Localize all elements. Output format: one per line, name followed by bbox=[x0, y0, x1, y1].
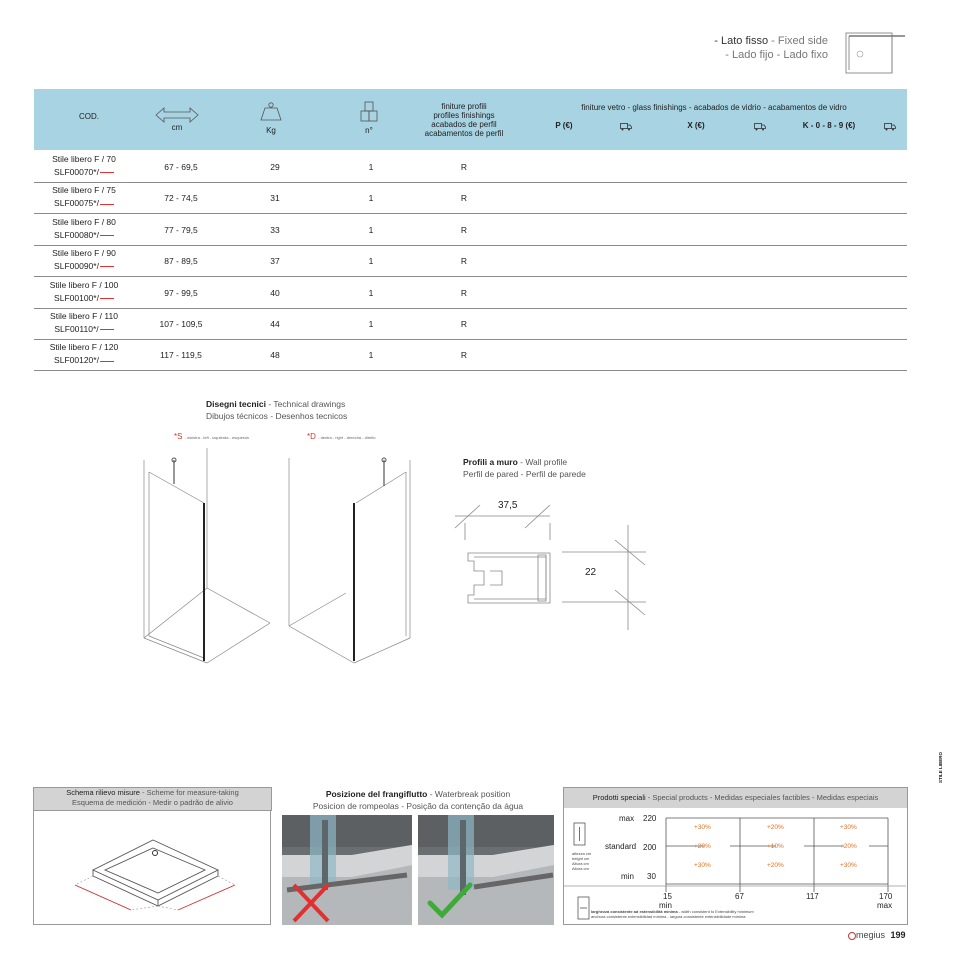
finish-code-placeholder bbox=[100, 172, 114, 173]
col-p: P (€) bbox=[555, 121, 573, 130]
cm-cell: 87 - 89,5 bbox=[164, 256, 198, 267]
profile-width: 37,5 bbox=[498, 500, 518, 511]
product-name: Stile libero F / 120 bbox=[49, 342, 119, 353]
width-label-rest: - width consistent to Extensibility minimum bbox=[677, 909, 754, 914]
grid-value: +30% bbox=[840, 862, 857, 869]
drawings-subtitle: Dibujos técnicos - Desenhos tecnicos bbox=[206, 411, 348, 421]
product-code: SLF00090*/ bbox=[54, 261, 99, 272]
measure-scheme-drawing bbox=[33, 810, 271, 925]
profile-cell: R bbox=[460, 193, 468, 204]
grid-value: +30% bbox=[694, 824, 711, 831]
scheme-title-rest: - Scheme for measure-taking bbox=[139, 788, 239, 797]
col-profiles bbox=[419, 102, 509, 138]
s-mark: *S bbox=[174, 432, 183, 441]
truck-icon bbox=[754, 123, 766, 131]
page-number: 199 bbox=[890, 930, 906, 940]
fixed-side-icon bbox=[845, 32, 907, 74]
col-glass: finiture vetro - glass finishings - acabados de vidrio - acabamentos de vidro bbox=[581, 103, 847, 112]
page-header-title bbox=[714, 34, 828, 62]
profile-cell: R bbox=[460, 350, 468, 361]
y-max-label: max bbox=[619, 814, 635, 823]
grid-value: +20% bbox=[767, 862, 784, 869]
product-name-cell bbox=[34, 310, 134, 336]
kg-cell: 48 bbox=[270, 350, 280, 361]
profiles-label-1: finiture profili bbox=[441, 102, 487, 111]
table-row bbox=[34, 277, 907, 309]
s-text: - sinistra - left - izquierda - esquerda bbox=[184, 435, 249, 440]
brand-logo-icon bbox=[848, 932, 856, 940]
y-standard-label: standard bbox=[605, 842, 637, 851]
title-primary: - Lato fisso bbox=[714, 35, 769, 47]
profile-cell: R bbox=[460, 319, 468, 329]
profile-subtitle: Perfil de pared - Perfil de parede bbox=[463, 469, 586, 479]
weight-icon bbox=[260, 101, 282, 121]
kg-cell: 44 bbox=[270, 319, 280, 329]
waterbreak-title bbox=[283, 788, 553, 812]
finish-code-placeholder bbox=[100, 298, 114, 299]
grid-value: +30% bbox=[694, 862, 711, 869]
special-title-bold: Prodotti speciali bbox=[592, 793, 646, 802]
grid-value: +20% bbox=[840, 843, 857, 850]
cm-cell: 117 - 119,5 bbox=[160, 350, 202, 361]
profile-title bbox=[463, 456, 586, 480]
right-shower-drawing bbox=[284, 448, 434, 668]
profile-cell: R bbox=[460, 287, 468, 298]
product-name: Stile libero F / 90 bbox=[52, 248, 116, 259]
profiles-label-3: acabados de perfil bbox=[431, 120, 497, 129]
col-x: X (€) bbox=[687, 121, 705, 130]
kg-cell: 33 bbox=[270, 224, 280, 235]
product-code: SLF00080*/ bbox=[54, 229, 99, 240]
n-cell: 1 bbox=[368, 256, 374, 267]
cm-cell: 72 - 74,5 bbox=[164, 193, 198, 204]
product-code: SLF00070*/ bbox=[54, 167, 99, 177]
product-code: SLF00100*/ bbox=[54, 292, 99, 303]
x-max-label: max bbox=[877, 901, 893, 910]
cm-cell: 77 - 79,5 bbox=[164, 224, 198, 235]
waterbreak-wrong-image bbox=[282, 815, 412, 925]
product-code: SLF00110*/ bbox=[54, 324, 99, 334]
kg-cell: 29 bbox=[270, 162, 280, 172]
finish-code-placeholder bbox=[100, 235, 114, 236]
special-title-rest: - Special products - Medidas especiales factibles - Medidas especiais bbox=[645, 793, 879, 802]
x-value-15: 15 bbox=[663, 892, 672, 901]
waterbreak-title-bold: Posizione del frangiflutto bbox=[325, 789, 428, 799]
finish-code-placeholder bbox=[100, 204, 114, 205]
n-cell: 1 bbox=[368, 287, 374, 298]
cm-cell: 107 - 109,5 bbox=[159, 319, 203, 329]
scheme-subtitle: Esquema de medición - Medir o padrão de alivio bbox=[72, 798, 233, 807]
wall-profile-drawing bbox=[450, 495, 650, 635]
product-name-cell bbox=[34, 184, 134, 210]
d-text: - destra - right - derecha - direito bbox=[318, 435, 376, 440]
kg-cell: 40 bbox=[270, 287, 280, 298]
table-row bbox=[34, 214, 907, 246]
width-label-line2: anchura consistente extensibilidad mínima - largura consistente extensibilidade mínima bbox=[591, 914, 746, 919]
product-name: Stile libero F / 110 bbox=[50, 311, 118, 321]
col-n: n° bbox=[365, 126, 373, 135]
height-label-4: Altura cm bbox=[572, 866, 589, 871]
y-max-value: 220 bbox=[643, 814, 657, 823]
col-cod: COD. bbox=[79, 112, 99, 121]
table-header bbox=[34, 89, 907, 150]
scheme-title-bold: Schema rilievo misure bbox=[66, 788, 140, 797]
brand-name: megius bbox=[856, 930, 886, 940]
profile-title-rest: - Wall profile bbox=[517, 457, 568, 467]
d-mark: *D bbox=[307, 432, 316, 441]
col-k: K - 0 - 8 - 9 (€) bbox=[802, 121, 856, 130]
profiles-label-2: profiles finishings bbox=[433, 111, 495, 120]
product-name-cell bbox=[34, 247, 134, 273]
height-label-1: altezza cm bbox=[572, 851, 592, 856]
x-value-67: 67 bbox=[735, 892, 744, 901]
truck-icon bbox=[884, 123, 896, 131]
table-row bbox=[34, 182, 907, 214]
special-header bbox=[563, 787, 908, 809]
table-row bbox=[34, 308, 907, 340]
profiles-label-4: acabamentos de perfil bbox=[424, 129, 504, 138]
col-cm: cm bbox=[171, 123, 183, 132]
side-section-label: STILE LIBERO bbox=[938, 752, 943, 784]
drawings-title-bold: Disegni tecnici bbox=[206, 399, 266, 409]
profile-height: 22 bbox=[585, 567, 597, 578]
left-shower-drawing bbox=[132, 448, 282, 668]
grid-value: +20% bbox=[767, 824, 784, 831]
grid-value: +10% bbox=[767, 843, 784, 850]
product-code: SLF00075*/ bbox=[54, 198, 99, 209]
truck-icon bbox=[620, 123, 632, 131]
y-min-label: min bbox=[621, 872, 634, 881]
table-row bbox=[34, 151, 907, 183]
product-name: Stile libero F / 75 bbox=[52, 185, 116, 196]
product-name: Stile libero F / 70 bbox=[52, 154, 116, 164]
width-label-bold: larghezza consistente ad estensibilità minima bbox=[591, 909, 678, 914]
left-variant-label bbox=[174, 432, 249, 441]
product-name: Stile libero F / 100 bbox=[49, 279, 119, 290]
n-cell: 1 bbox=[368, 224, 374, 235]
table-row bbox=[34, 245, 907, 277]
product-code: SLF00120*/ bbox=[54, 355, 99, 366]
x-min-label: min bbox=[659, 901, 672, 910]
page-footer bbox=[848, 930, 906, 940]
title-line2: - Lado fijo - Lado fixo bbox=[725, 49, 828, 61]
table-row bbox=[34, 339, 907, 371]
product-name-cell bbox=[34, 341, 134, 367]
finish-code-placeholder bbox=[100, 361, 114, 362]
boxes-icon bbox=[359, 101, 379, 123]
product-name-cell bbox=[34, 216, 134, 242]
width-label bbox=[591, 909, 901, 919]
drawings-title-rest: - Technical drawings bbox=[266, 399, 346, 409]
profile-cell: R bbox=[460, 162, 468, 172]
profile-cell: R bbox=[460, 224, 468, 235]
cm-cell: 97 - 99,5 bbox=[164, 287, 198, 298]
waterbreak-title-rest: - Waterbreak position bbox=[427, 789, 511, 799]
drawings-title bbox=[206, 398, 347, 422]
finish-code-placeholder bbox=[100, 266, 114, 267]
scheme-header bbox=[33, 787, 272, 811]
n-cell: 1 bbox=[368, 193, 374, 204]
col-kg: Kg bbox=[266, 126, 276, 135]
height-label bbox=[572, 851, 591, 871]
grid-value: +30% bbox=[840, 824, 857, 831]
profile-title-bold: Profili a muro bbox=[463, 457, 518, 467]
x-value-170: 170 bbox=[879, 892, 893, 901]
waterbreak-subtitle: Posicion de rompeolas - Posição da contenção da água bbox=[312, 801, 524, 811]
y-min-value: 30 bbox=[647, 872, 656, 881]
cm-cell: 67 - 69,5 bbox=[164, 162, 198, 172]
n-cell: 1 bbox=[368, 319, 374, 329]
product-name-cell bbox=[34, 153, 134, 179]
height-label-3: Altura cm bbox=[572, 861, 589, 866]
kg-cell: 37 bbox=[270, 256, 280, 267]
width-arrows-icon bbox=[155, 107, 199, 123]
profile-cell: R bbox=[460, 256, 468, 267]
finish-code-placeholder bbox=[100, 329, 114, 330]
grid-value: +20% bbox=[694, 843, 711, 850]
right-variant-label bbox=[307, 432, 375, 441]
product-name: Stile libero F / 80 bbox=[52, 216, 116, 227]
waterbreak-correct-image bbox=[418, 815, 554, 925]
n-cell: 1 bbox=[368, 350, 374, 361]
x-value-117: 117 bbox=[806, 892, 819, 901]
product-name-cell bbox=[34, 279, 134, 305]
height-label-2: height cm bbox=[572, 856, 590, 861]
n-cell: 1 bbox=[368, 162, 374, 172]
kg-cell: 31 bbox=[270, 193, 280, 204]
title-secondary: - Fixed side bbox=[768, 35, 828, 47]
y-standard-value: 200 bbox=[643, 843, 657, 852]
